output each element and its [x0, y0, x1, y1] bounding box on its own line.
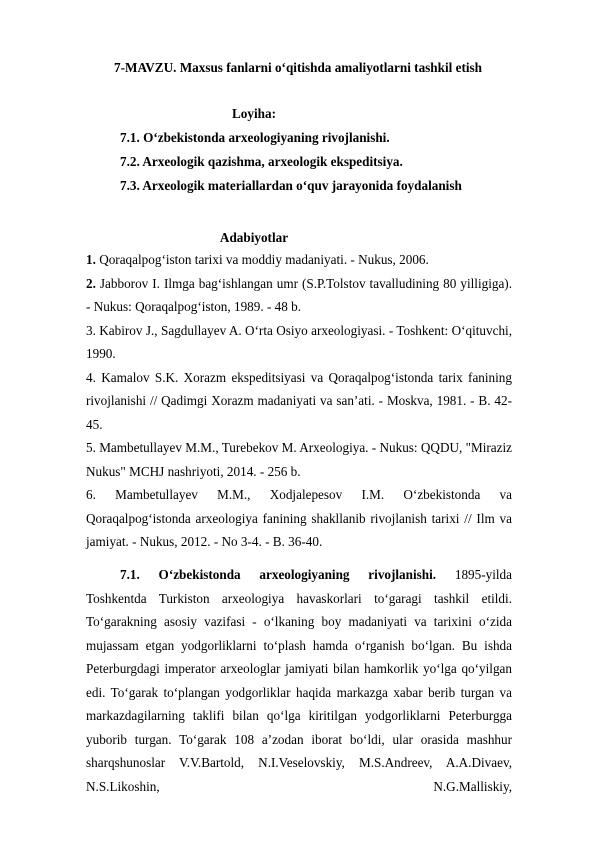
reference-text: Mambetullayev M.M., Turebekov M. Arxeologiya. - Nukus: QQDU, "Miraziz Nukus" MCHJ nashriyoti, 2014. - 256 b. — [86, 440, 512, 479]
reference-item — [86, 248, 512, 272]
reference-text: Qoraqalpog‘iston tarixi va moddiy madaniyati. - Nukus, 2006. — [99, 252, 429, 267]
reference-item — [86, 366, 512, 437]
reference-item — [86, 483, 512, 554]
reference-item — [86, 272, 512, 319]
reference-item — [86, 319, 512, 366]
section-body — [86, 563, 512, 798]
page-title: 7-MAVZU. Maxsus fanlarni o‘qitishda amaliyotlarni tashkil etish — [114, 60, 482, 75]
reference-number: 2. — [86, 275, 96, 291]
reference-text: Jabborov I. Ilmga bag‘ishlangan umr (S.P.Tolstov tavalludining 80 yilligiga). - Nukus: Qoraqalpog‘iston, 1989. - 48 b. — [86, 275, 512, 314]
reference-text: Kamalov S.K. Xorazm ekspeditsiyasi va Qoraqalpog‘istonda tarix fanining rivojlanishi // Qadimgi Xorazm madaniyati va san’ati. - Moskva, 1981. - B. 42-45. — [86, 369, 512, 432]
plan-item-1: 7.1. O‘zbekistonda arxeologiyaning rivojlanishi. — [120, 130, 390, 145]
reference-number: 5. — [86, 440, 96, 455]
section-paragraph — [86, 563, 512, 798]
reference-text: Mambetullayev M.M., Xodjalepesov I.M. O‘zbekistonda va Qoraqalpog‘istonda arxeologiya fanining shakllanib rivojlanish tarixi // Ilm va jamiyat. - Nukus, 2012. - No 3-4. - B. 36-40. — [86, 487, 513, 549]
reference-number: 4. — [86, 369, 96, 385]
plan-heading: Loyiha: — [232, 106, 276, 121]
plan-item-2: 7.2. Arxeologik qazishma, arxeologik ekspeditsiya. — [120, 154, 403, 169]
reference-item — [86, 436, 512, 483]
references-list — [86, 248, 512, 554]
section-text: 1895-yilda Toshkentda Turkiston arxeologiya havaskorlari to‘garagi tashkil etildi. To‘garakning asosiy vazifasi - o‘lkaning boy madaniyati va tarixini o‘zida mujassam etgan yodgorliklarni to‘plash hamda o‘rganish bo‘lgan. Bu ishda Peterburgdagi imperator arxeologlar jamiyati bilan hamkorlik yo‘lga qo‘yilgan edi. To‘garak to‘plangan yodgorliklar haqida markazga xabar berib turgan va markazdagilarning taklifi bilan qo‘lga kiritilgan yodgorliklarni Peterburgga yuborib turgan. To‘garak 108 a’zodan iborat bo‘ldi, ular orasida mashhur sharqshunoslar V.V.Bartold, N.I.Veselovskiy, M.S.Andreev, A.A.Divaev, N.S.Likoshin, N.G.Malliskiy, — [86, 567, 512, 794]
reference-number: 3. — [86, 322, 96, 338]
reference-text: Kabirov J., Sagdullayev A. O‘rta Osiyo arxeologiyasi. - Toshkent: O‘qituvchi, 1990. — [86, 322, 512, 361]
reference-number: 6. — [86, 487, 96, 502]
plan-item-3: 7.3. Arxeologik materiallardan o‘quv jarayonida foydalanish — [120, 178, 462, 193]
reference-number: 1. — [86, 252, 96, 267]
references-heading: Adabiyotlar — [219, 230, 289, 245]
section-heading: 7.1. O‘zbekistonda arxeologiyaning rivojlanishi. — [120, 567, 437, 582]
